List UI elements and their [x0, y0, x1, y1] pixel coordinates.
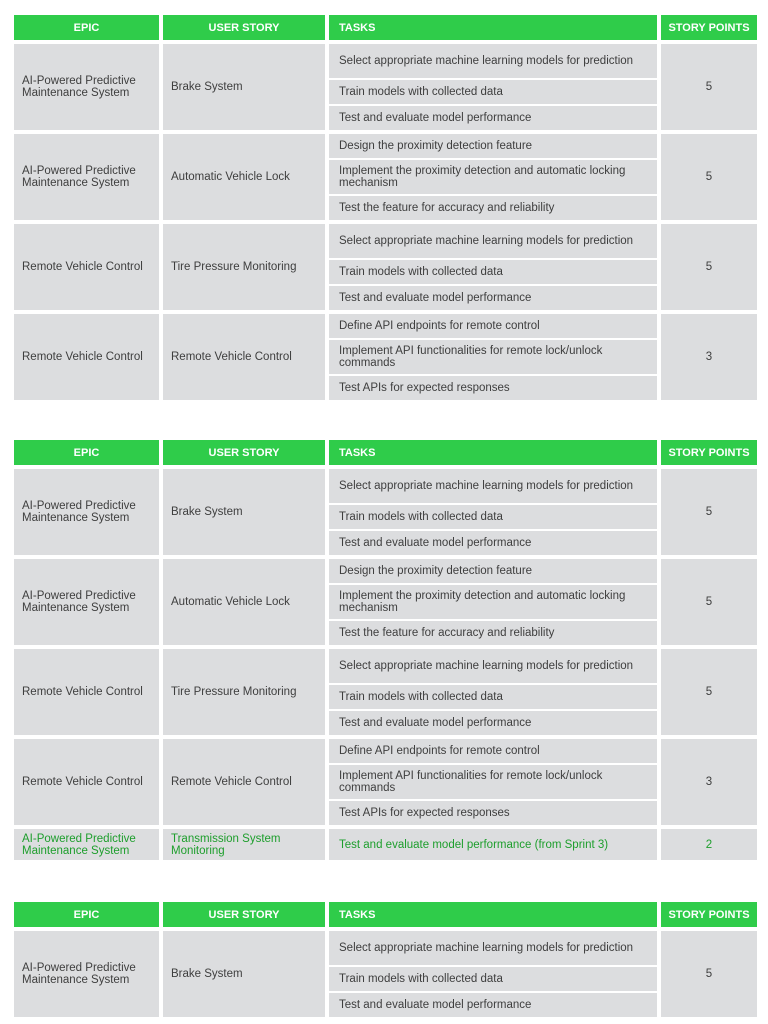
- user-story-cell: Brake System: [163, 931, 325, 1017]
- sprint-table-3: [14, 902, 757, 1017]
- story-points-cell: 5: [661, 224, 757, 310]
- epic-cell: Remote Vehicle Control: [14, 649, 159, 735]
- task-item: Design the proximity detection feature: [329, 134, 657, 158]
- epic-cell: AI-Powered Predictive Maintenance System: [14, 134, 159, 220]
- task-item: Select appropriate machine learning models for prediction: [329, 931, 657, 965]
- header-epic: EPIC: [14, 902, 159, 927]
- story-points-cell: 5: [661, 134, 757, 220]
- user-story-cell: Remote Vehicle Control: [163, 314, 325, 400]
- epic-cell: Remote Vehicle Control: [14, 314, 159, 400]
- story-points-cell: 3: [661, 314, 757, 400]
- header-story-points: STORY POINTS: [661, 440, 757, 465]
- epic-cell: Remote Vehicle Control: [14, 224, 159, 310]
- header-user-story: USER STORY: [163, 902, 325, 927]
- task-item: Train models with collected data: [329, 685, 657, 709]
- user-story-cell: Tire Pressure Monitoring: [163, 224, 325, 310]
- task-item: Implement the proximity detection and automatic locking mechanism: [329, 585, 657, 619]
- header-epic: EPIC: [14, 440, 159, 465]
- task-item: Test APIs for expected responses: [329, 801, 657, 825]
- header-tasks: TASKS: [329, 440, 657, 465]
- task-item: Implement the proximity detection and automatic locking mechanism: [329, 160, 657, 194]
- task-item: Select appropriate machine learning models for prediction: [329, 649, 657, 683]
- task-item: Select appropriate machine learning models for prediction: [329, 44, 657, 78]
- story-points-cell: 5: [661, 649, 757, 735]
- task-item: Implement API functionalities for remote lock/unlock commands: [329, 340, 657, 374]
- header-user-story: USER STORY: [163, 15, 325, 40]
- task-item: Test and evaluate model performance: [329, 286, 657, 310]
- story-points-cell: 2: [661, 829, 757, 860]
- task-item: Test the feature for accuracy and reliability: [329, 621, 657, 645]
- task-item: Train models with collected data: [329, 260, 657, 284]
- user-story-cell: Automatic Vehicle Lock: [163, 559, 325, 645]
- user-story-cell: Automatic Vehicle Lock: [163, 134, 325, 220]
- story-points-cell: 5: [661, 44, 757, 130]
- task-item: Train models with collected data: [329, 505, 657, 529]
- task-item: Test the feature for accuracy and reliability: [329, 196, 657, 220]
- epic-cell: AI-Powered Predictive Maintenance System: [14, 829, 159, 860]
- task-item: Train models with collected data: [329, 80, 657, 104]
- tasks-cell: [329, 931, 657, 1017]
- user-story-cell: Brake System: [163, 469, 325, 555]
- user-story-cell: Tire Pressure Monitoring: [163, 649, 325, 735]
- header-tasks: TASKS: [329, 15, 657, 40]
- task-item: Test and evaluate model performance: [329, 531, 657, 555]
- task-item: Test and evaluate model performance: [329, 711, 657, 735]
- epic-cell: AI-Powered Predictive Maintenance System: [14, 559, 159, 645]
- task-item: Define API endpoints for remote control: [329, 314, 657, 338]
- header-story-points: STORY POINTS: [661, 902, 757, 927]
- story-points-cell: 3: [661, 739, 757, 825]
- task-item: Implement API functionalities for remote lock/unlock commands: [329, 765, 657, 799]
- task-item: Train models with collected data: [329, 967, 657, 991]
- tasks-cell: [329, 224, 657, 310]
- task-item: Test and evaluate model performance: [329, 993, 657, 1017]
- story-points-cell: 5: [661, 559, 757, 645]
- epic-cell: AI-Powered Predictive Maintenance System: [14, 469, 159, 555]
- tasks-cell: [329, 739, 657, 825]
- user-story-cell: Remote Vehicle Control: [163, 739, 325, 825]
- story-points-cell: 5: [661, 469, 757, 555]
- tasks-cell: [329, 44, 657, 130]
- epic-cell: Remote Vehicle Control: [14, 739, 159, 825]
- epic-cell: AI-Powered Predictive Maintenance System: [14, 44, 159, 130]
- epic-cell: AI-Powered Predictive Maintenance System: [14, 931, 159, 1017]
- task-item: Select appropriate machine learning models for prediction: [329, 224, 657, 258]
- task-item: Test and evaluate model performance: [329, 106, 657, 130]
- task-item: Test APIs for expected responses: [329, 376, 657, 400]
- task-item: Design the proximity detection feature: [329, 559, 657, 583]
- user-story-cell: Transmission System Monitoring: [163, 829, 325, 860]
- tasks-cell: [329, 559, 657, 645]
- header-user-story: USER STORY: [163, 440, 325, 465]
- sprint-table-1: [14, 15, 757, 400]
- task-item: Select appropriate machine learning models for prediction: [329, 469, 657, 503]
- sprint-table-2: [14, 440, 757, 860]
- story-points-cell: 5: [661, 931, 757, 1017]
- tasks-cell: [329, 314, 657, 400]
- header-epic: EPIC: [14, 15, 159, 40]
- tasks-cell: [329, 134, 657, 220]
- header-tasks: TASKS: [329, 902, 657, 927]
- tasks-cell: [329, 469, 657, 555]
- task-item: Test and evaluate model performance (from Sprint 3): [329, 829, 657, 860]
- task-item: Define API endpoints for remote control: [329, 739, 657, 763]
- user-story-cell: Brake System: [163, 44, 325, 130]
- tasks-cell: [329, 649, 657, 735]
- header-story-points: STORY POINTS: [661, 15, 757, 40]
